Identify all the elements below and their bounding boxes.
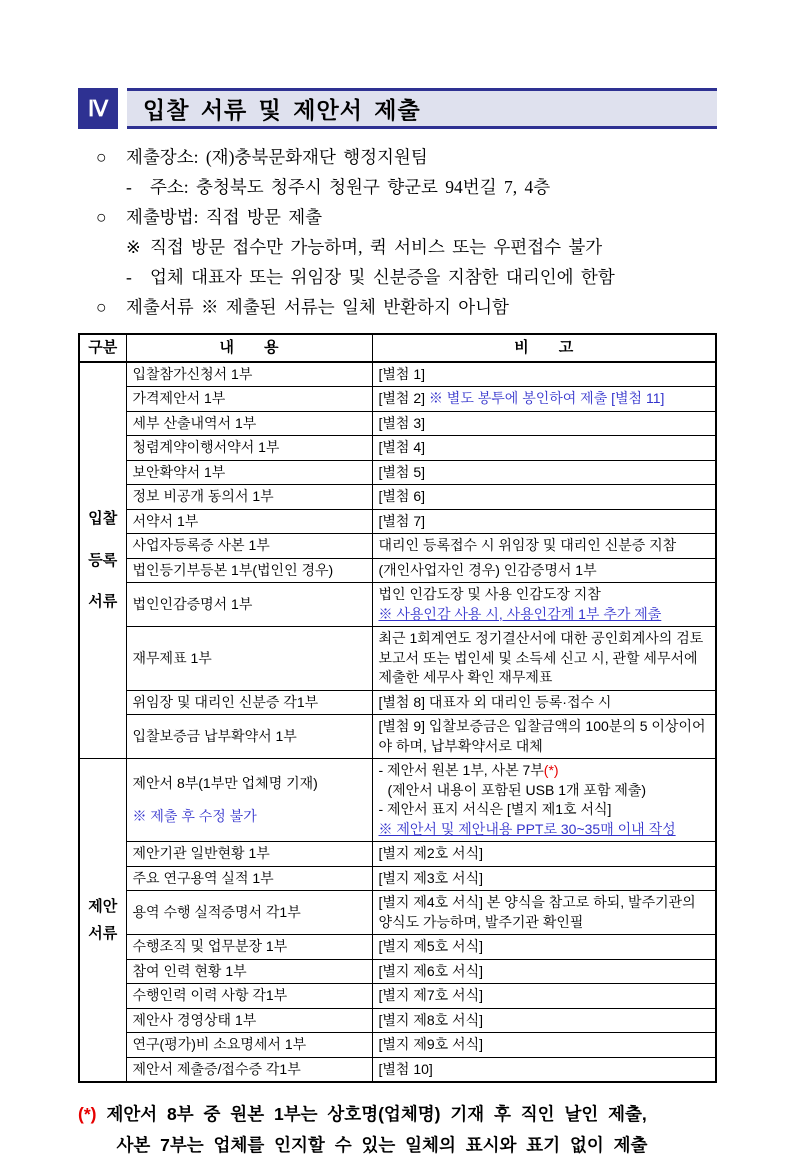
table-row	[79, 1033, 716, 1058]
footnote	[78, 1099, 717, 1161]
bullet-address	[78, 172, 717, 202]
group-label-line: 입찰	[88, 510, 118, 527]
bullet-text: 업체 대표자 또는 위임장 및 신분증을 지참한 대리인에 한함	[150, 267, 615, 287]
cell-content: 입찰보증금 납부확약서 1부	[126, 715, 372, 759]
table-row-proposal	[79, 759, 716, 842]
cell-remark: [별지 제4호 서식] 본 양식을 참고로 하되, 발주기관의 양식도 가능하며, 발주기관 확인필	[372, 891, 716, 935]
table-header-row	[79, 334, 716, 362]
cell-remark: [별지 제8호 서식]	[372, 1008, 716, 1033]
cell-content: 법인등기부등본 1부(법인인 경우)	[126, 558, 372, 583]
dash-bullet-icon: -	[126, 267, 132, 287]
group-label-proposal	[79, 759, 126, 1083]
asterisk-marker: (*)	[543, 762, 559, 778]
cell-remark: [별첨 6]	[372, 485, 716, 510]
cell-content: 재무제표 1부	[126, 627, 372, 691]
group-label-line: 서류	[88, 593, 118, 610]
table-row	[79, 485, 716, 510]
cell-content: 서약서 1부	[126, 509, 372, 534]
section-number-badge: Ⅳ	[78, 88, 118, 129]
cell-content: 연구(평가)비 소요명세서 1부	[126, 1033, 372, 1058]
cell-remark: 최근 1회계연도 정기결산서에 대한 공인회계사의 검토보고서 또는 법인세 및 소득세 신고 시, 관할 세무서에 제출한 세무사 확인 재무제표	[372, 627, 716, 691]
cell-content	[126, 759, 372, 842]
table-row	[79, 1008, 716, 1033]
cell-remark: [별첨 1]	[372, 362, 716, 387]
cell-remark: [별첨 9] 입찰보증금은 입찰금액의 100분의 5 이상이어야 하며, 납부확약서로 대체	[372, 715, 716, 759]
circle-bullet-icon: ○	[96, 297, 107, 317]
cell-remark: [별지 제3호 서식]	[372, 866, 716, 891]
circle-bullet-icon: ○	[96, 207, 107, 227]
bullet-visit-only-note	[78, 232, 717, 262]
cell-content: 제안서 제출증/접수증 각1부	[126, 1057, 372, 1082]
table-row	[79, 842, 716, 867]
asterisk-marker: (*)	[78, 1104, 97, 1124]
cell-remark: [별첨 7]	[372, 509, 716, 534]
cell-content: 가격제안서 1부	[126, 387, 372, 412]
section-header	[78, 88, 717, 129]
cell-remark: [별지 제5호 서식]	[372, 935, 716, 960]
table-row	[79, 411, 716, 436]
cell-remark: [별지 제7호 서식]	[372, 984, 716, 1009]
group-label-line: 등록	[88, 551, 118, 569]
cell-content: 사업자등록증 사본 1부	[126, 534, 372, 559]
bullet-text: 제출방법: 직접 방문 제출	[126, 207, 323, 227]
section-title: 입찰 서류 및 제안서 제출	[143, 97, 421, 123]
cell-remark: (개인사업자인 경우) 인감증명서 1부	[372, 558, 716, 583]
content-note: ※ 제출 후 수정 불가	[132, 808, 257, 824]
cell-content: 정보 비공개 동의서 1부	[126, 485, 372, 510]
footnote-line: 제안서 8부 중 원본 1부는 상호명(업체명) 기재 후 직인 날인 제출,	[106, 1104, 647, 1124]
table-row	[79, 583, 716, 627]
table-row	[79, 627, 716, 691]
remark-line: 법인 인감도장 및 사용 인감도장 지참	[378, 586, 601, 602]
remark-line	[379, 761, 710, 781]
table-row	[79, 984, 716, 1009]
cell-remark	[372, 583, 716, 627]
cell-content: 위임장 및 대리인 신분증 각1부	[126, 690, 372, 715]
bullet-text: 직접 방문 접수만 가능하며, 퀵 서비스 또는 우편접수 불가	[150, 237, 603, 257]
cell-content: 용역 수행 실적증명서 각1부	[126, 891, 372, 935]
cell-remark: [별지 제9호 서식]	[372, 1033, 716, 1058]
table-row	[79, 1057, 716, 1082]
table-row	[79, 866, 716, 891]
cell-content: 참여 인력 현황 1부	[126, 959, 372, 984]
table-row	[79, 715, 716, 759]
cell-remark	[372, 387, 716, 412]
bullet-submission-documents	[78, 292, 717, 322]
cell-content: 수행인력 이력 사항 각1부	[126, 984, 372, 1009]
remark-line: (제안서 내용이 포함된 USB 1개 포함 제출)	[387, 781, 647, 798]
table-row	[79, 959, 716, 984]
dash-bullet-icon: -	[126, 177, 132, 197]
cell-remark: [별첨 3]	[372, 411, 716, 436]
cell-content: 세부 산출내역서 1부	[126, 411, 372, 436]
table-row	[79, 935, 716, 960]
table-row	[79, 387, 716, 412]
table-row	[79, 460, 716, 485]
table-row	[79, 891, 716, 935]
remark-note: ※ 제안서 및 제안내용 PPT로 30~35매 이내 작성	[378, 820, 676, 837]
cell-content: 제안사 경영상태 1부	[126, 1008, 372, 1033]
cell-content: 입찰참가신청서 1부	[126, 362, 372, 387]
table-row	[79, 558, 716, 583]
cell-content: 청렴계약이행서약서 1부	[126, 436, 372, 461]
table-row	[79, 509, 716, 534]
footnote-body	[106, 1099, 717, 1161]
cell-remark: [별지 제2호 서식]	[372, 842, 716, 867]
remark-note: ※ 별도 봉투에 봉인하여 제출 [별첨 11]	[428, 390, 665, 406]
cell-remark: [별첨 8] 대표자 외 대리인 등록·접수 시	[372, 690, 716, 715]
circle-bullet-icon: ○	[96, 147, 107, 167]
group-label-line: 서류	[88, 925, 118, 942]
cell-remark: [별첨 4]	[372, 436, 716, 461]
cell-content: 수행조직 및 업무분장 1부	[126, 935, 372, 960]
table-row	[79, 362, 716, 387]
reference-mark-icon: ※	[126, 237, 141, 257]
cell-content: 주요 연구용역 실적 1부	[126, 866, 372, 891]
bullet-list	[78, 142, 717, 322]
footnote-line: 사본 7부는 업체를 인지할 수 있는 일체의 표시와 표기 없이 제출	[116, 1135, 648, 1155]
group-label-line: 제안	[88, 897, 118, 915]
section-title-bar	[127, 88, 717, 129]
table-row	[79, 534, 716, 559]
bullet-submission-method	[78, 202, 717, 232]
remark-text: - 제안서 원본 1부, 사본 7부	[378, 762, 544, 778]
documents-table	[78, 333, 717, 1083]
bullet-text: 제출서류 ※ 제출된 서류는 일체 반환하지 아니함	[126, 297, 509, 317]
cell-remark: [별첨 5]	[372, 460, 716, 485]
cell-content: 제안기관 일반현황 1부	[126, 842, 372, 867]
table-row	[79, 436, 716, 461]
header-content: 내 용	[126, 334, 372, 362]
bullet-text: 제출장소: (재)충북문화재단 행정지원팀	[126, 147, 428, 167]
cell-content: 법인인감증명서 1부	[126, 583, 372, 627]
cell-remark: [별지 제6호 서식]	[372, 959, 716, 984]
remark-line: - 제안서 표지 서식은 [별지 제1호 서식]	[378, 801, 612, 817]
bullet-text: 주소: 충청북도 청주시 청원구 향군로 94번길 7, 4층	[150, 177, 551, 197]
cell-content: 보안확약서 1부	[126, 460, 372, 485]
remark-note: ※ 사용인감 사용 시, 사용인감계 1부 추가 제출	[378, 605, 662, 622]
header-remark: 비 고	[372, 334, 716, 362]
cell-remark: [별첨 10]	[372, 1057, 716, 1082]
table-row	[79, 690, 716, 715]
group-label-bid-registration	[79, 362, 126, 759]
bullet-submission-place	[78, 142, 717, 172]
content-line: 제안서 8부(1부만 업체명 기재)	[132, 774, 318, 791]
header-category: 구분	[79, 334, 126, 362]
cell-remark: 대리인 등록접수 시 위임장 및 대리인 신분증 지참	[372, 534, 716, 559]
remark-attachment: [별첨 2]	[378, 390, 426, 406]
cell-remark	[372, 759, 716, 842]
bullet-representative-note	[78, 262, 717, 292]
